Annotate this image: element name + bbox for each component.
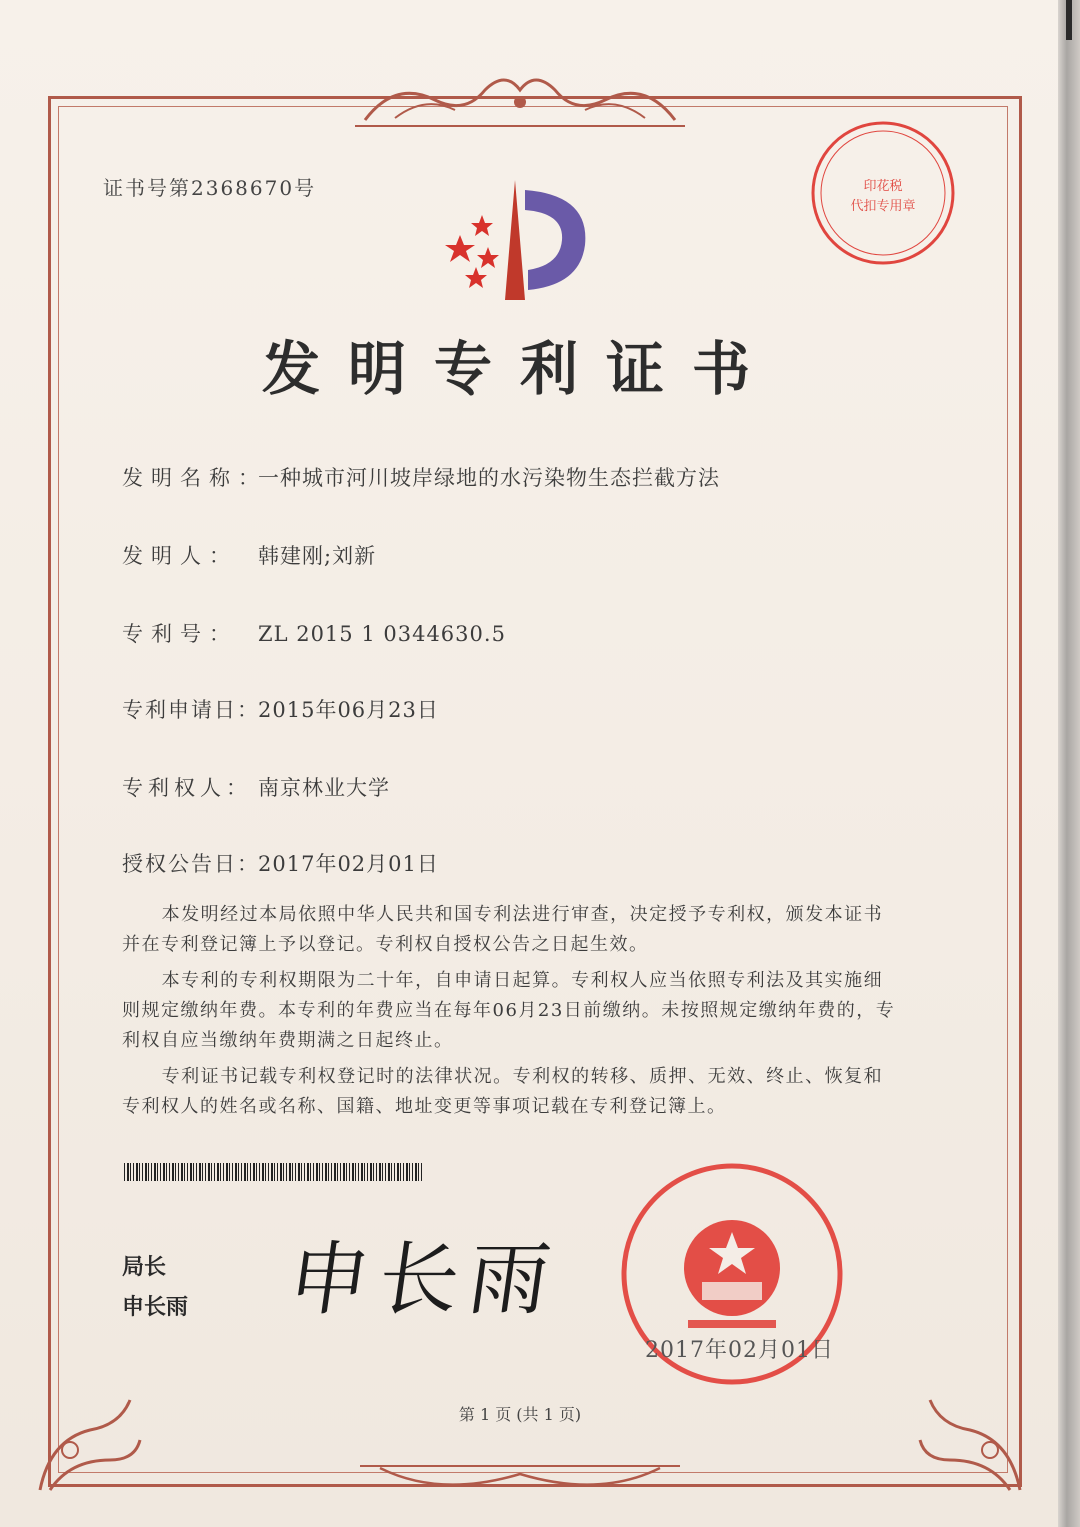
field-value: 南京林业大学 xyxy=(258,776,390,800)
field-grant-date xyxy=(122,848,439,878)
legal-text xyxy=(122,900,902,1128)
top-ornament-icon xyxy=(355,70,685,130)
director-name: 申长雨 xyxy=(122,1295,189,1320)
field-label: 发明名称： xyxy=(122,466,267,490)
field-patent-number xyxy=(122,618,506,648)
field-inventor xyxy=(122,540,376,570)
director-signature: 申长雨 xyxy=(282,1233,566,1326)
certificate-title: 发明专利证书 xyxy=(261,335,778,403)
legal-paragraph: 本发明经过本局依照中华人民共和国专利法进行审查，决定授予专利权，颁发本证书并在专利登记簿上予以登记。专利权自授权公告之日起生效。 xyxy=(122,904,884,955)
tax-stamp-seal-icon xyxy=(808,118,958,268)
field-invention-name xyxy=(122,462,720,492)
seal-date: 2017年02月01日 xyxy=(645,1338,834,1363)
field-label: 专利号： xyxy=(122,622,238,646)
field-value: 2015年06月23日 xyxy=(258,698,439,722)
field-value: 韩建刚;刘新 xyxy=(258,544,377,568)
barcode xyxy=(124,1163,424,1181)
patent-office-logo-icon xyxy=(430,175,610,305)
certificate-number: 证书号第2368670号 xyxy=(103,176,317,200)
field-label: 发明人： xyxy=(122,544,238,568)
page-number: 第 1 页 (共 1 页) xyxy=(458,1405,582,1424)
legal-paragraph: 专利证书记载专利权登记时的法律状况。专利权的转移、质押、无效、终止、恢复和专利权人的姓名或名称、国籍、地址变更等事项记载在专利登记簿上。 xyxy=(122,1066,884,1117)
director-title: 局长 xyxy=(122,1255,167,1280)
field-application-date xyxy=(122,694,439,724)
legal-paragraph: 本专利的专利权期限为二十年，自申请日起算。专利权人应当依照专利法及其实施细则规定缴纳年费。本专利的年费应当在每年06月23日前缴纳。未按照规定缴纳年费的，专利权自应当缴纳年费期满之日起终止。 xyxy=(122,970,896,1051)
field-value: 一种城市河川坡岸绿地的水污染物生态拦截方法 xyxy=(258,466,720,490)
field-value: ZL 2015 1 0344630.5 xyxy=(258,622,506,646)
paper-edge xyxy=(1058,0,1080,1527)
bottom-ornament-icon xyxy=(360,1460,680,1500)
svg-text:代扣专用章: 代扣专用章 xyxy=(850,199,916,214)
field-patentee xyxy=(122,772,390,802)
field-label: 专利权人： xyxy=(122,776,252,800)
field-label: 专利申请日： xyxy=(122,698,260,722)
field-label: 授权公告日： xyxy=(122,852,260,876)
svg-text:印花税: 印花税 xyxy=(863,179,903,194)
field-value: 2017年02月01日 xyxy=(258,852,439,876)
paper-edge-mark xyxy=(1066,0,1072,40)
